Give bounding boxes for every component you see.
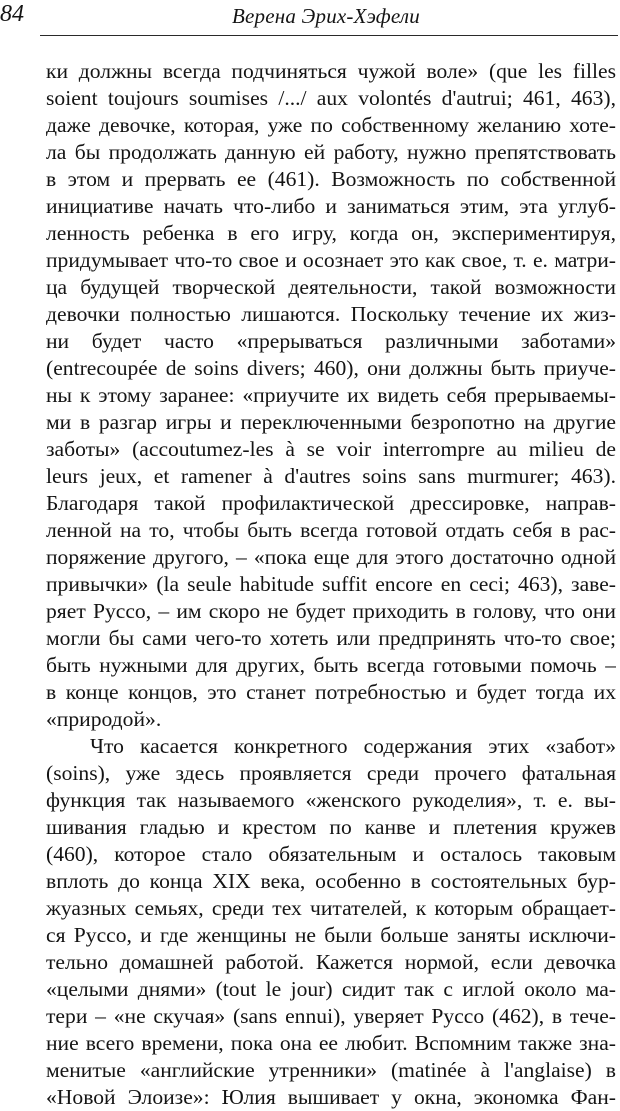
text-line: в этом и прервать ее (461). Возможность по собственной [46, 167, 616, 191]
text-line: быть нужными для других, быть всегда готовыми помочь – [46, 653, 616, 677]
text-line: ни будет часто «прерываться различными заботами» [46, 329, 616, 353]
text-line: ние всего времени, пока она ее любит. Вспомним также зна- [46, 1031, 616, 1055]
text-line: придумывает что-то свое и осознает это как свое, т. е. матри- [46, 248, 616, 272]
text-line: ся Руссо, и где женщины не были больше заняты исключи- [46, 923, 616, 947]
header-rule [40, 35, 618, 36]
text-line: ла бы продолжать данную ей работу, нужно препятствовать [46, 140, 616, 164]
text-line: ца будущей творческой деятельности, такой возможности [46, 275, 616, 299]
text-line: soient toujours soumises /.../ aux volontés d'autrui; 461, 463), [46, 86, 616, 110]
text-line: менитые «английские утренники» (matinée à l'anglaise) в [46, 1058, 616, 1082]
text-line: Благодаря такой профилактической дрессировке, направ- [46, 491, 616, 515]
text-line: ми в разгар игры и переключенными безропотно на другие [46, 410, 616, 434]
text-line: привычки» (la seule habitude suffit encore en ceci; 463), заве- [46, 572, 616, 596]
text-line: ны к этому заранее: «приучите их видеть себя прерываемы- [46, 383, 616, 407]
text-line: могли бы сами чего-то хотеть или предпринять что-то свое; [46, 626, 616, 650]
text-line: в конце концов, это станет потребностью и будет тогда их [46, 680, 616, 704]
paragraph-first-line: Что касается конкретного содержания этих «забот» [90, 734, 616, 758]
text-line: (soins), уже здесь проявляется среди прочего фатальная [46, 761, 616, 785]
body-text [46, 58, 616, 1111]
running-head: Верена Эрих-Хэфели [232, 4, 420, 28]
text-line: вплоть до конца XIX века, особенно в состоятельных бур- [46, 869, 616, 893]
text-line: ки должны всегда подчиняться чужой воле» (que les filles [46, 59, 616, 83]
text-line: девочки полностью лишаются. Поскольку течение их жиз- [46, 302, 616, 326]
text-line: (460), которое стало обязательным и осталось таковым [46, 842, 616, 866]
page-header [0, 0, 620, 40]
text-line: ряет Руссо, – им скоро не будет приходить в голову, что они [46, 599, 616, 623]
text-line: (entrecoupée de soins divers; 460), они должны быть приуче- [46, 356, 616, 380]
text-line: инициативе начать что-либо и заниматься этим, эта углуб- [46, 194, 616, 218]
text-line: ленность ребенка в его игру, когда он, экспериментируя, [46, 221, 616, 245]
text-line: функция так называемого «женского рукоделия», т. е. вы- [46, 788, 616, 812]
text-line: «целыми днями» (tout le jour) сидит так с иглой около ма- [46, 977, 616, 1001]
page-number: 84 [0, 1, 24, 27]
text-line: даже девочке, которая, уже по собственному желанию хоте- [46, 113, 616, 137]
text-line: жуазных семьях, среди тех читателей, к которым обращает- [46, 896, 616, 920]
text-line: шивания гладью и крестом по канве и плетения кружев [46, 815, 616, 839]
text-line: leurs jeux, et ramener à d'autres soins sans murmurer; 463). [46, 464, 616, 488]
text-line: тельно домашней работой. Кажется нормой, если девочка [46, 950, 616, 974]
paragraph-end-line: «природой». [46, 707, 162, 731]
text-line: ленной на то, чтобы быть всегда готовой отдать себя в рас- [46, 518, 616, 542]
text-line: «Новой Элоизе»: Юлия вышивает у окна, экономка Фан- [46, 1085, 616, 1109]
text-line: тери – «не скучая» (sans ennui), уверяет Руссо (462), в тече- [46, 1004, 616, 1028]
text-line: поряжение другого, – «пока еще для этого достаточно одной [46, 545, 616, 569]
text-line: заботы» (accoutumez-les à se voir interrompre au milieu de [46, 437, 616, 461]
